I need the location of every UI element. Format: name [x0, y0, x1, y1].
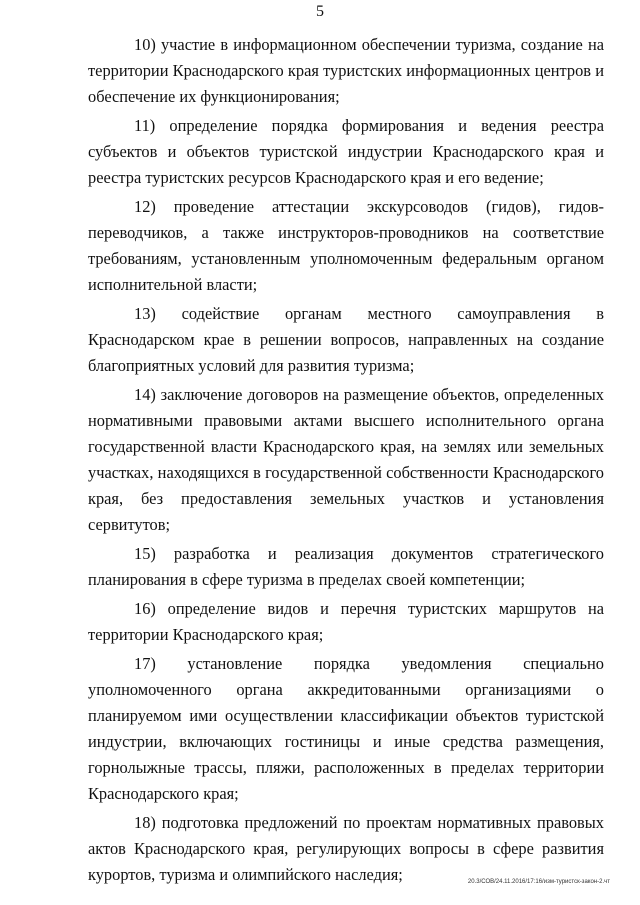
paragraph-item-10: 10) участие в информационном обеспечении туризма, создание на территории Краснодарского края туристских информационных центров и обеспечение их функционирования;	[88, 35, 604, 106]
paragraph-item-13: 13) содействие органам местного самоуправления в Краснодарском крае в решении вопросов, направленных на создание благоприятных условий для развития туризма;	[88, 304, 604, 375]
paragraph-item-18: 18) подготовка предложений по проектам нормативных правовых актов Краснодарского края, регулирующих вопросы в сфере развития курортов, туризма и олимпийского наследия;	[88, 813, 604, 884]
footer-code: 20.3/СОВ/24.11.2016/17:16/изм-туристск-закон-2.чт	[467, 879, 610, 885]
paragraph-item-11: 11) определение порядка формирования и ведения реестра субъектов и объектов туристской индустрии Краснодарского края и реестра туристских ресурсов Краснодарского края и его ведение;	[88, 116, 604, 187]
paragraph-item-14: 14) заключение договоров на размещение объектов, определенных нормативными правовыми актами высшего исполнительного органа государственной власти Краснодарского края, на землях или земельных участках, находящихся в государственной собственности Краснодарского края, без предоставления земельных участков и установления сервитутов;	[88, 385, 604, 534]
document-body	[88, 32, 604, 891]
paragraph-item-16: 16) определение видов и перечня туристских маршрутов на территории Краснодарского края;	[88, 599, 604, 644]
page-number: 5	[316, 3, 324, 20]
paragraph-item-12: 12) проведение аттестации экскурсоводов (гидов), гидов-переводчиков, а также инструкторов-проводников на соответствие требованиям, установленным уполномоченным федеральным органом исполнительной власти;	[88, 197, 604, 294]
paragraph-item-15: 15) разработка и реализация документов стратегического планирования в сфере туризма в пределах своей компетенции;	[88, 544, 604, 589]
paragraph-item-17: 17) установление порядка уведомления специально уполномоченного органа аккредитованными организациями о планируемом ими осуществлении классификации объектов туристской индустрии, включающих гостиницы и иные средства размещения, горнолыжные трассы, пляжи, расположенных в пределах территории Краснодарского края;	[88, 654, 604, 803]
